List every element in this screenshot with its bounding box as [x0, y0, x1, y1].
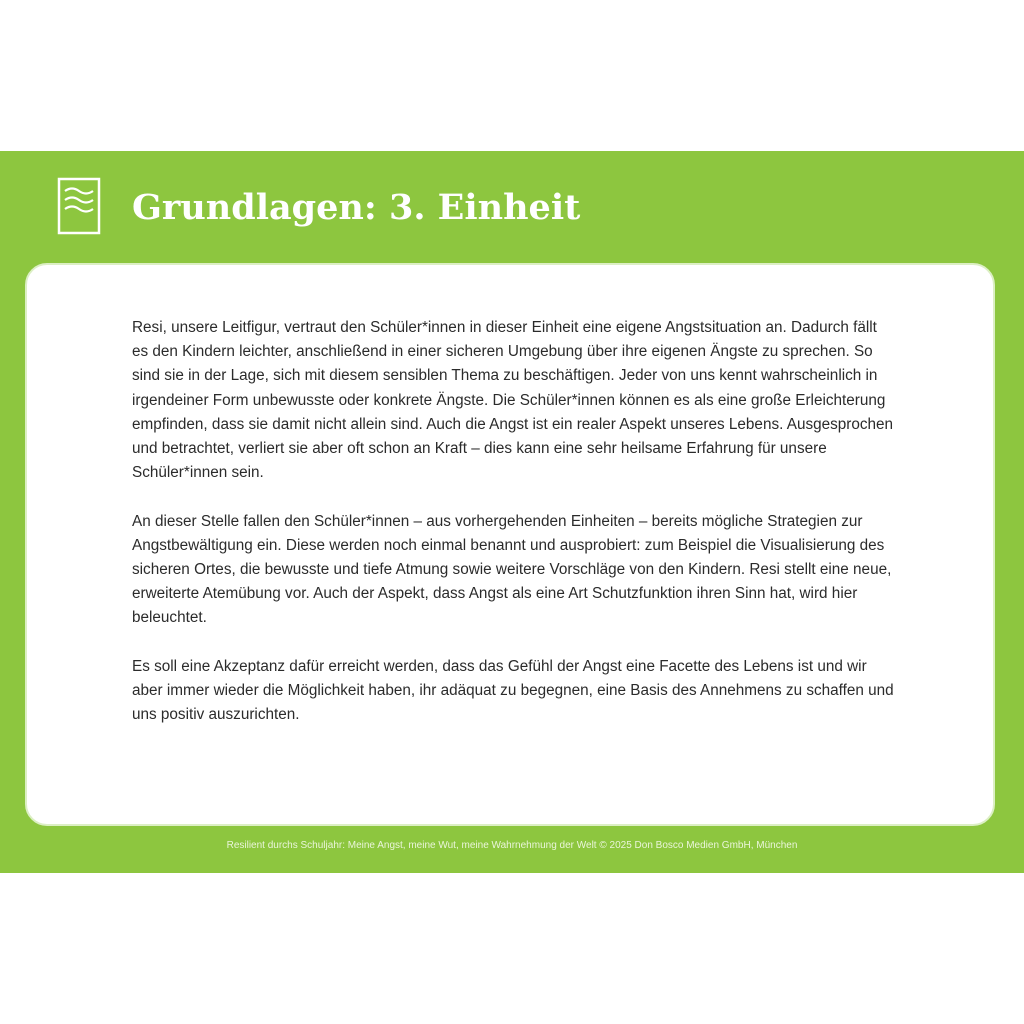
- body-text: [132, 316, 896, 752]
- paragraph: Resi, unsere Leitfigur, vertraut den Schüler*innen in dieser Einheit eine eigene Angstsituation an. Dadurch fällt es den Kindern leichter, anschließend in einer sicheren Umgebung über ihre eigenen Ängste zu sprechen. So sind sie in der Lage, sich mit diesem sensiblen Thema zu beschäftigen. Jeder von uns kennt wahrscheinlich in irgendeiner Form unbewusste oder konkrete Ängste. Die Schüler*innen können es als eine große Erleichterung empfinden, dass sie damit nicht allein sind. Auch die Angst ist ein realer Aspekt unseres Lebens. Ausgesprochen und betrachtet, verliert sie aber oft schon an Kraft – dies kann eine sehr heilsame Erfahrung für unsere Schüler*innen sein.: [132, 319, 894, 482]
- document-waves-icon: [57, 177, 101, 235]
- paragraph: Es soll eine Akzeptanz dafür erreicht werden, dass das Gefühl der Angst eine Facette des Lebens ist und wir aber immer wieder die Möglichkeit haben, ihr adäquat zu begegnen, eine Basis des Annehmens zu schaffen und uns positiv auszurichten.: [132, 657, 894, 724]
- copyright-footer: Resilient durchs Schuljahr: Meine Angst, meine Wut, meine Wahrnehmung der Welt © 2025 Don Bosco Medien GmbH, München: [226, 840, 798, 851]
- page-title: Grundlagen: 3. Einheit: [132, 187, 581, 228]
- paragraph: An dieser Stelle fallen den Schüler*innen – aus vorhergehenden Einheiten – bereits mögliche Strategien zur Angstbewältigung ein. Diese werden noch einmal benannt und ausprobiert: zum Beispiel die Visualisierung des sicheren Ortes, die bewusste und tiefe Atmung sowie weitere Vorschläge von den Kindern. Resi stellt eine neue, erweiterte Atemübung vor. Auch der Aspekt, dass Angst als eine Art Schutzfunktion ihren Sinn hat, wird hier beleuchtet.: [132, 512, 892, 627]
